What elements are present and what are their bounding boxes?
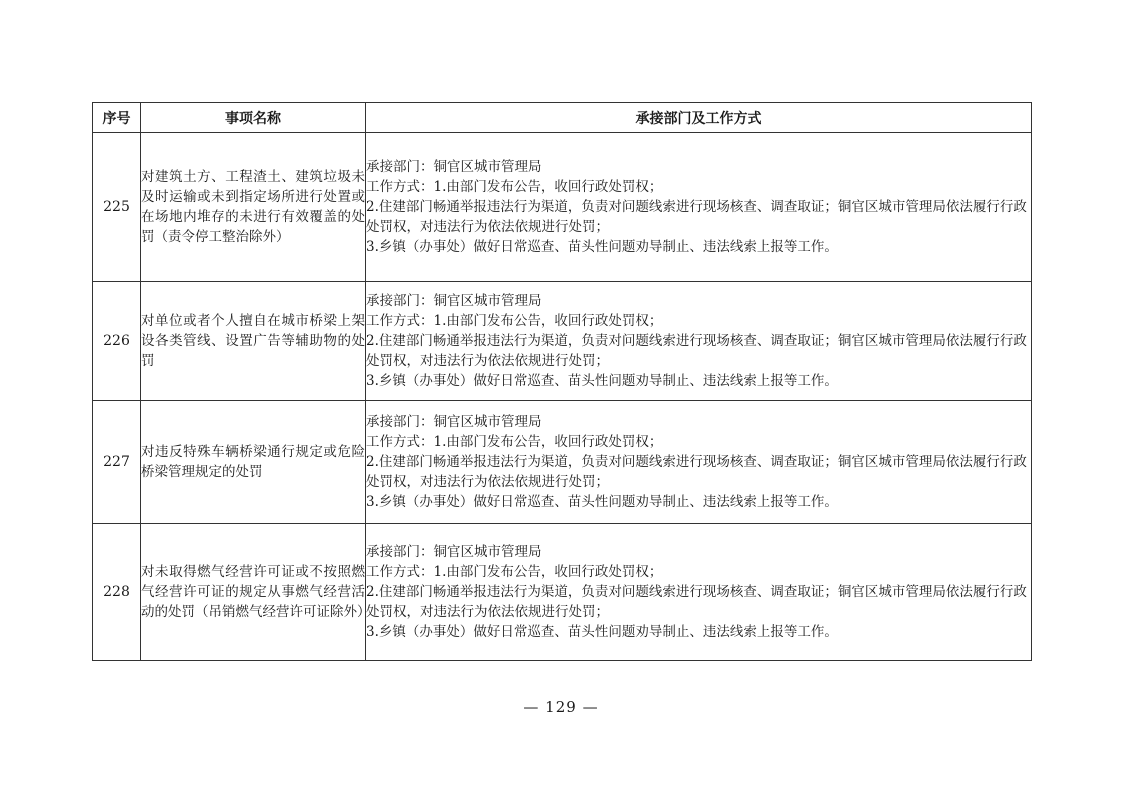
method-item-3: 3.乡镇（办事处）做好日常巡查、苗头性问题劝导制止、违法线索上报等工作。 xyxy=(366,239,838,255)
method-line: 工作方式：1.由部门发布公告，收回行政处罚权； xyxy=(366,564,663,580)
row-item-name: 对违反特殊车辆桥梁通行规定或危险桥梁管理规定的处罚 xyxy=(141,401,366,524)
header-item-name: 事项名称 xyxy=(141,103,366,133)
table-row xyxy=(93,401,1032,524)
method-line: 工作方式：1.由部门发布公告，收回行政处罚权； xyxy=(366,434,663,450)
method-line: 工作方式：1.由部门发布公告，收回行政处罚权； xyxy=(366,313,663,329)
department-line: 承接部门：铜官区城市管理局 xyxy=(366,159,542,175)
method-item-3: 3.乡镇（办事处）做好日常巡查、苗头性问题劝导制止、违法线索上报等工作。 xyxy=(366,624,838,640)
row-item-name: 对未取得燃气经营许可证或不按照燃气经营许可证的规定从事燃气经营活动的处罚（吊销燃气经营许可证除外） xyxy=(141,524,366,661)
header-department-method: 承接部门及工作方式 xyxy=(366,103,1032,133)
table-row xyxy=(93,282,1032,401)
method-item-2: 2.住建部门畅通举报违法行为渠道，负责对问题线索进行现场核查、调查取证；铜官区城市管理局依法履行行政处罚权，对违法行为依法依规进行处罚； xyxy=(366,333,1027,369)
page-number: — 129 — xyxy=(523,698,599,716)
method-item-2: 2.住建部门畅通举报违法行为渠道，负责对问题线索进行现场核查、调查取证；铜官区城市管理局依法履行行政处罚权，对违法行为依法依规进行处罚； xyxy=(366,454,1027,490)
method-item-3: 3.乡镇（办事处）做好日常巡查、苗头性问题劝导制止、违法线索上报等工作。 xyxy=(366,494,838,510)
table-row xyxy=(93,133,1032,282)
items-table xyxy=(92,102,1032,661)
department-line: 承接部门：铜官区城市管理局 xyxy=(366,293,542,309)
row-department-method xyxy=(366,401,1032,524)
method-item-2: 2.住建部门畅通举报违法行为渠道，负责对问题线索进行现场核查、调查取证；铜官区城市管理局依法履行行政处罚权，对违法行为依法依规进行处罚； xyxy=(366,584,1027,620)
row-serial-number: 226 xyxy=(93,282,141,401)
table-row xyxy=(93,524,1032,661)
department-line: 承接部门：铜官区城市管理局 xyxy=(366,414,542,430)
row-department-method xyxy=(366,133,1032,282)
row-serial-number: 227 xyxy=(93,401,141,524)
method-line: 工作方式：1.由部门发布公告，收回行政处罚权； xyxy=(366,179,663,195)
row-department-method xyxy=(366,524,1032,661)
row-serial-number: 225 xyxy=(93,133,141,282)
header-serial-number: 序号 xyxy=(93,103,141,133)
table-header-row xyxy=(93,103,1032,133)
method-item-3: 3.乡镇（办事处）做好日常巡查、苗头性问题劝导制止、违法线索上报等工作。 xyxy=(366,373,838,389)
method-item-2: 2.住建部门畅通举报违法行为渠道，负责对问题线索进行现场核查、调查取证；铜官区城市管理局依法履行行政处罚权，对违法行为依法依规进行处罚； xyxy=(366,199,1027,235)
row-item-name: 对建筑土方、工程渣土、建筑垃圾未及时运输或未到指定场所进行处置或在场地内堆存的未进行有效覆盖的处罚（责令停工整治除外） xyxy=(141,133,366,282)
department-line: 承接部门：铜官区城市管理局 xyxy=(366,544,542,560)
row-department-method xyxy=(366,282,1032,401)
row-serial-number: 228 xyxy=(93,524,141,661)
row-item-name: 对单位或者个人擅自在城市桥梁上架设各类管线、设置广告等辅助物的处罚 xyxy=(141,282,366,401)
